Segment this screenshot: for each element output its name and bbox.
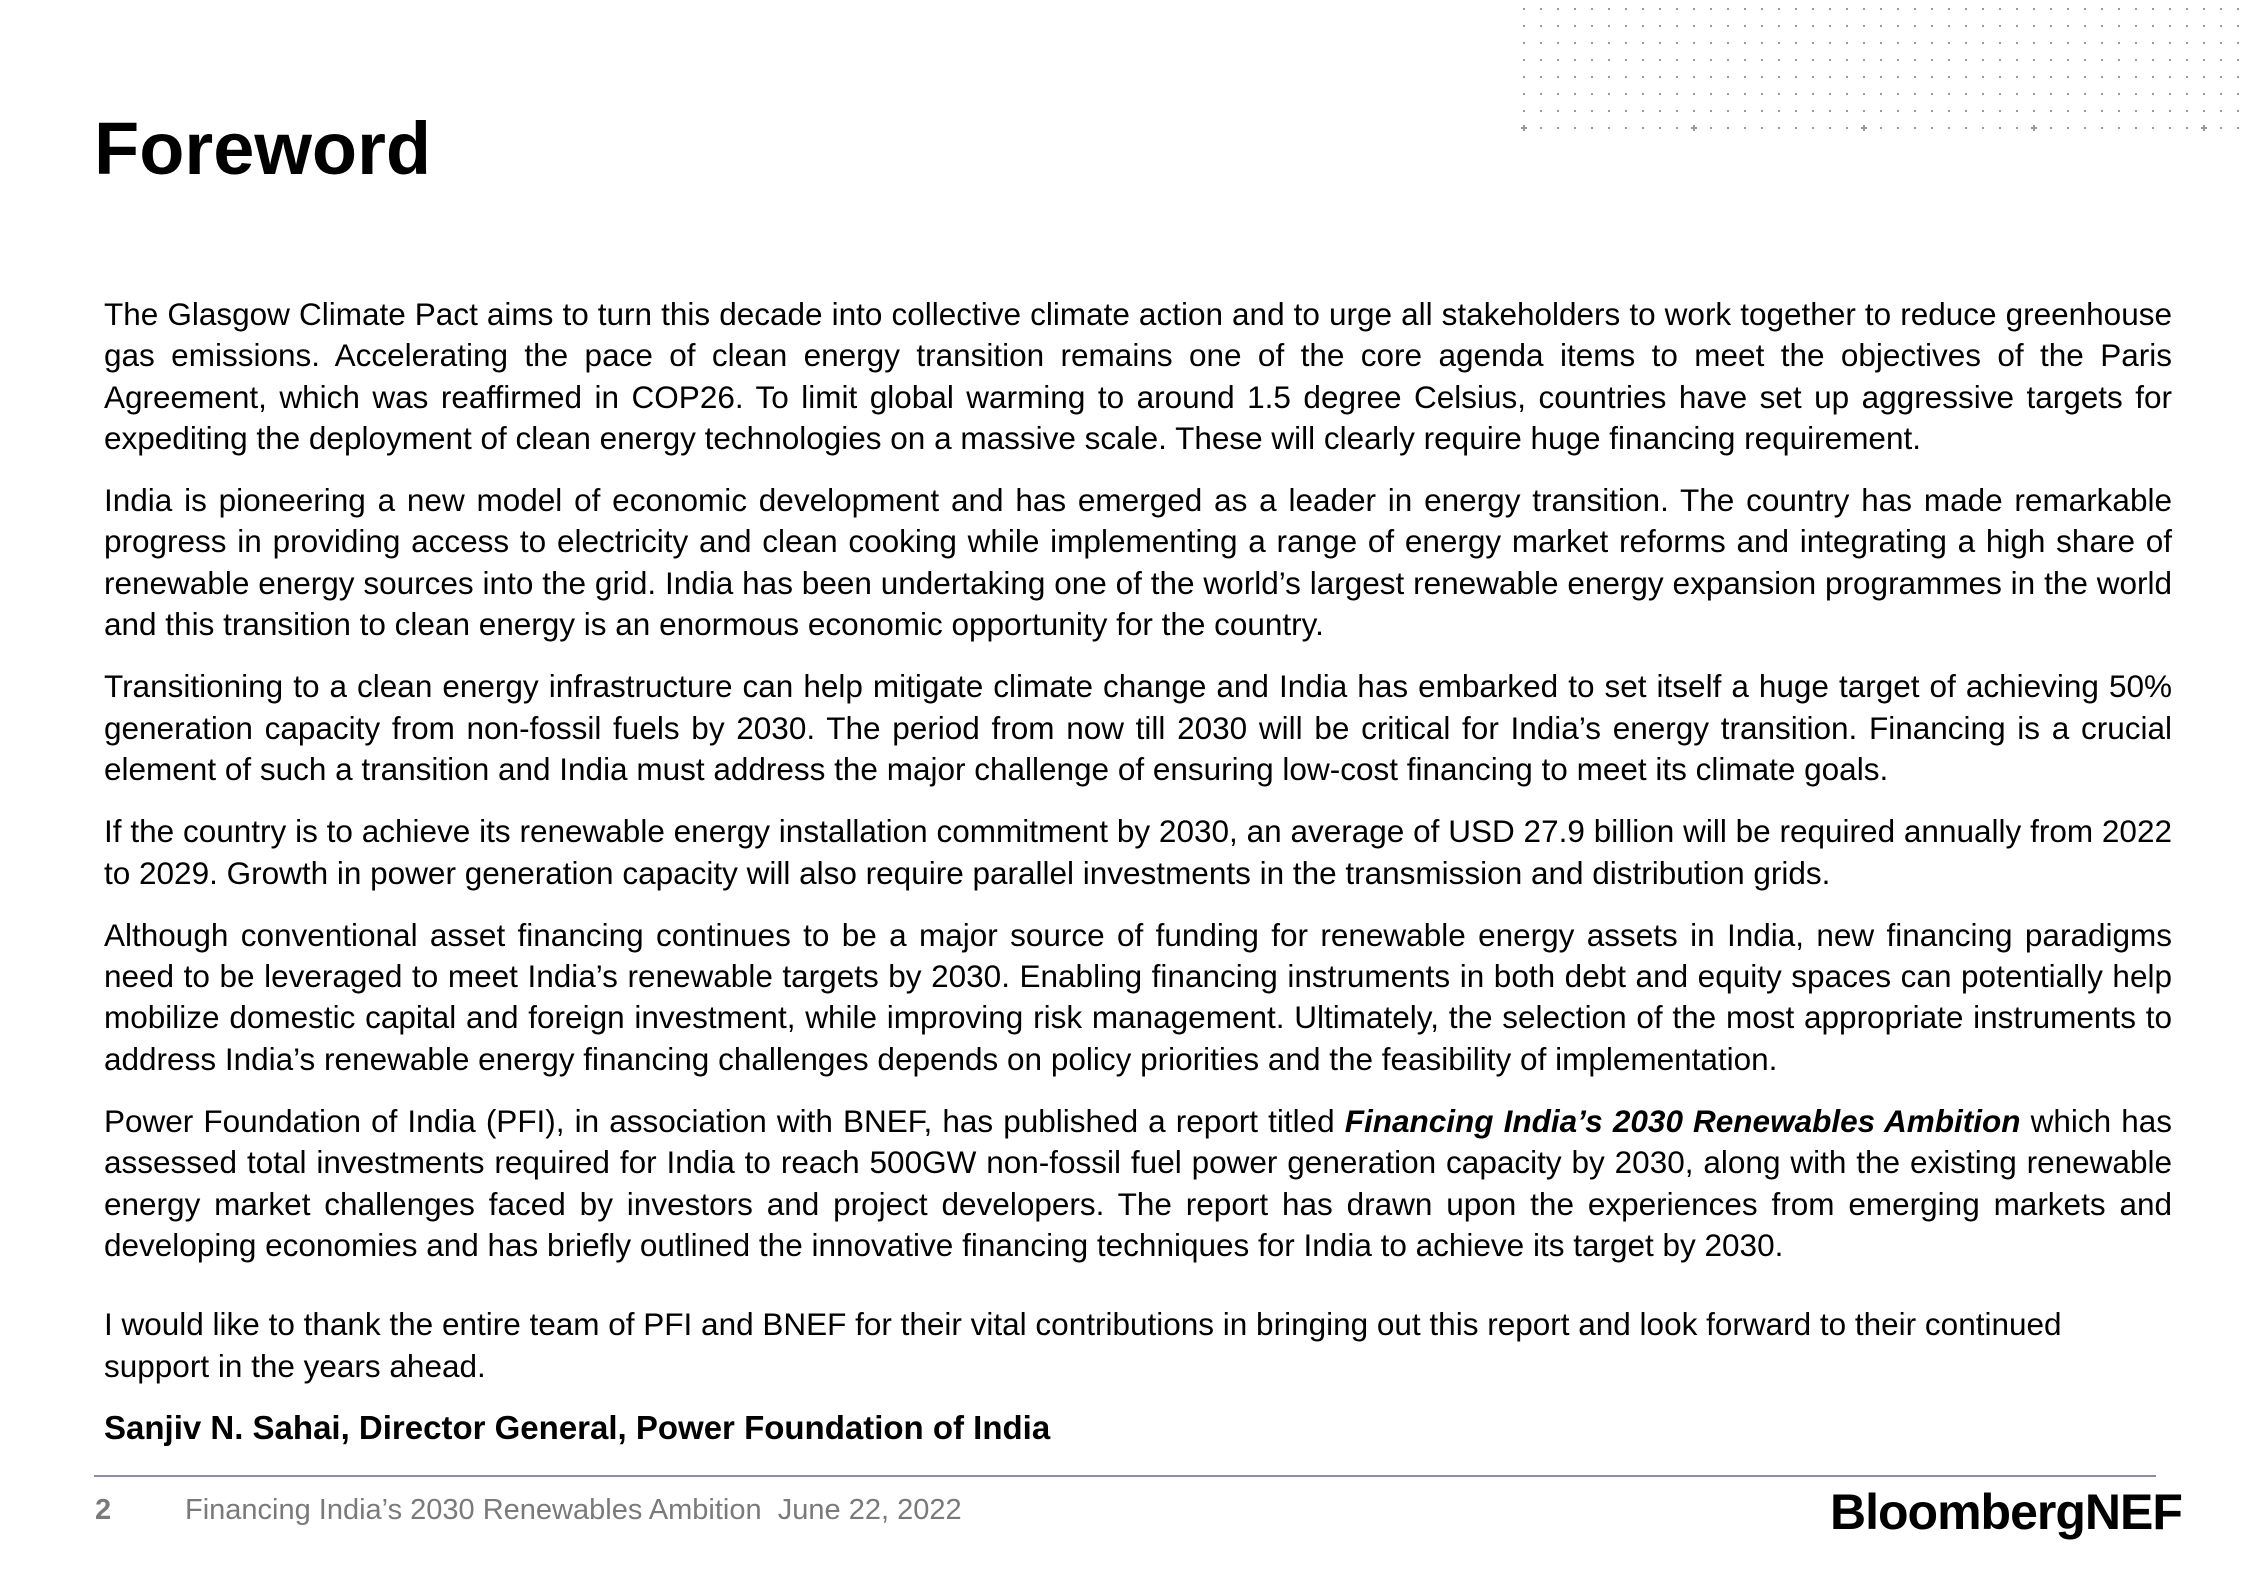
footer-divider bbox=[94, 1475, 2156, 1477]
bloombergnef-logo: BloombergNEF bbox=[1830, 1484, 2182, 1540]
paragraph-5: Although conventional asset financing continues to be a major source of funding for renewable energy assets in India, new financing paradigms need to be leveraged to meet India’s renewable targets by 2030. Enabling financing instruments in both debt and equity spaces can potentially help mobilize domestic capital and foreign investment, while improving risk management. Ultimately, the selection of the most appropriate instruments to address India’s renewable energy financing challenges depends on policy priorities and the feasibility of implementation. bbox=[104, 916, 2172, 1077]
page-title: Foreword bbox=[94, 107, 432, 190]
decorative-dot-grid bbox=[1516, 0, 2244, 140]
paragraph-2: India is pioneering a new model of economic development and has emerged as a leader in energy transition. The country has made remarkable progress in providing access to electricity and clean cooking while implementing a range of energy market reforms and integrating a high share of renewable energy sources into the grid. India has been undertaking one of the world’s largest renewable energy expansion programmes in the world and this transition to clean energy is an enormous economic opportunity for the country. bbox=[104, 482, 2172, 643]
footer-report-info bbox=[185, 1494, 962, 1527]
paragraph-4: If the country is to achieve its renewable energy installation commitment by 2030, an average of USD 27.9 billion will be required annually from 2022 to 2029. Growth in power generation capacity will also require parallel investments in the transmission and distribution grids. bbox=[104, 813, 2172, 891]
footer-report-title: Financing India’s 2030 Renewables Ambition bbox=[185, 1494, 762, 1526]
page-number: 2 bbox=[95, 1494, 112, 1526]
signature: Sanjiv N. Sahai, Director General, Power Foundation of India bbox=[104, 1408, 1051, 1446]
pfi-text-before: Power Foundation of India (PFI), in association with BNEF, has published a report titled bbox=[104, 1103, 1345, 1140]
footer-date: June 22, 2022 bbox=[777, 1494, 962, 1526]
thanks-paragraph: I would like to thank the entire team of PFI and BNEF for their vital contributions in bringing out this report and look forward to their continued support in the years ahead. bbox=[104, 1306, 2062, 1384]
paragraph-6 bbox=[104, 1101, 2172, 1266]
pfi-text-after: which has assessed total investments required for India to reach 500GW non-fossil fuel power generation capacity by 2030, along with the existing renewable energy market challenges faced by investors and project developers. The report has drawn upon the experiences from emerging markets and developing economies and has briefly outlined the innovative financing techniques for India to achieve its target by 2030. bbox=[104, 1103, 2173, 1263]
paragraph-3: Transitioning to a clean energy infrastructure can help mitigate climate change and India has embarked to set itself a huge target of achieving 50% generation capacity from non-fossil fuels by 2030. The period from now till 2030 will be critical for India’s energy transition. Financing is a crucial element of such a transition and India must address the major challenge of ensuring low-cost financing to meet its climate goals. bbox=[104, 668, 2172, 787]
paragraph-1: The Glasgow Climate Pact aims to turn this decade into collective climate action and to urge all stakeholders to work together to reduce greenhouse gas emissions. Accelerating the pace of clean energy transition remains one of the core agenda items to meet the objectives of the Paris Agreement, which was reaffirmed in COP26. To limit global warming to around 1.5 degree Celsius, countries have set up aggressive targets for expediting the deployment of clean energy technologies on a massive scale. These will clearly require huge financing requirement. bbox=[104, 296, 2172, 456]
foreword-body bbox=[104, 294, 2172, 1448]
report-title-emphasis: Financing India’s 2030 Renewables Ambition bbox=[1344, 1103, 2021, 1140]
